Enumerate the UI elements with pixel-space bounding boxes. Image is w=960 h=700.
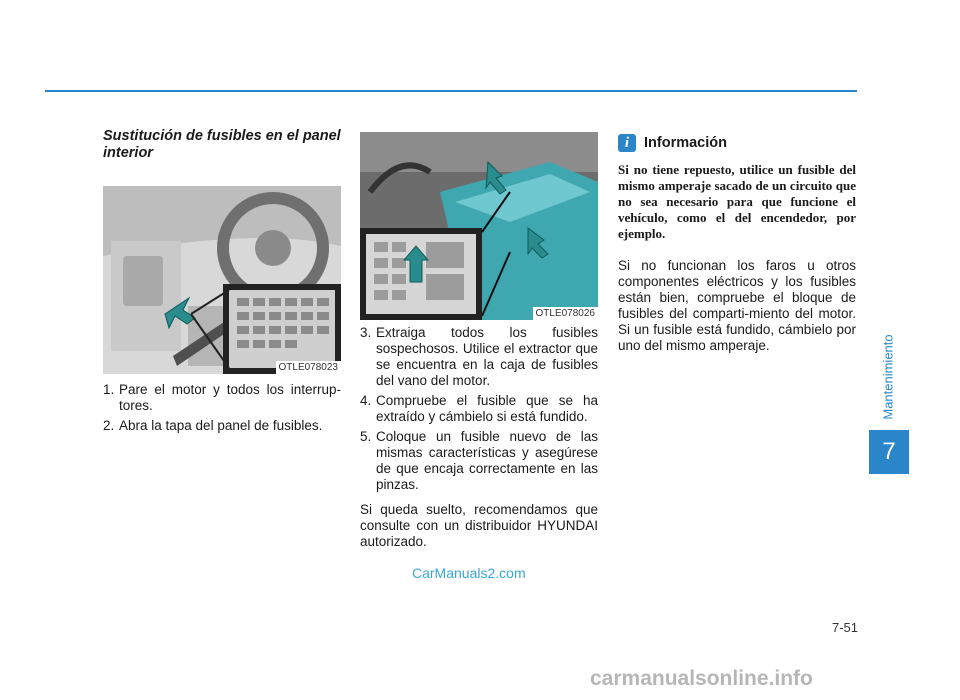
watermark-carmanualsonline: carmanualsonline.info — [590, 667, 813, 690]
list-item: 2. Abra la tapa del panel de fusibles. — [103, 418, 323, 433]
header-rule — [45, 90, 857, 92]
watermark-carmanuals2: CarManuals2.com — [412, 565, 526, 581]
steps-list — [360, 325, 598, 497]
column-1 — [103, 128, 341, 438]
engine-fuse-box-figure — [360, 132, 598, 320]
section-tab — [868, 322, 908, 432]
steps-list — [103, 382, 341, 434]
list-item: 1. Pare el motor y todos los interrup-tores. — [103, 382, 341, 413]
info-header — [618, 134, 856, 152]
engine-bay-illustration — [360, 132, 598, 320]
page-number: 7-51 — [831, 620, 858, 635]
dealer-note: Si queda suelto, recomendamos que consulte con un distribuidor HYUNDAI autorizado. — [360, 502, 598, 549]
chapter-number-box: 7 — [869, 430, 909, 474]
info-title: Información — [644, 135, 727, 151]
section-title: Sustitución de fusibles en el panel interior — [103, 128, 341, 161]
dashboard-illustration — [103, 186, 341, 374]
section-tab-label: Mantenimiento — [880, 334, 896, 420]
info-paragraph: Si no funcionan los faros u otros componentes eléctricos y los fusibles están bien, compruebe el bloque de fusibles del comparti-miento del motor. Si un fusible está fundido, cámbielo por uno del mismo amperaje. — [618, 258, 856, 353]
list-item: 5. Coloque un fusible nuevo de las mismas características y asegúrese de que encaja correctamente en las pinzas. — [360, 429, 598, 492]
dashboard-fuse-panel-figure — [103, 186, 341, 374]
info-bold-text: Si no tiene repuesto, utilice un fusible del mismo amperaje sacado de un circuito que no sea necesario para que funcione el vehículo, como el del encendedor, por ejemplo. — [618, 162, 856, 241]
figure-code: OTLE078026 — [533, 307, 599, 320]
list-item: 4. Compruebe el fusible que se ha extraído y cámbielo si está fundido. — [360, 393, 598, 424]
figure-code: OTLE078023 — [276, 361, 342, 374]
column-3 — [618, 134, 856, 354]
info-icon: i — [618, 134, 636, 152]
list-item: 3. Extraiga todos los fusibles sospechosos. Utilice el extractor que se encuentra en la caja de fusibles del vano del motor. — [360, 325, 598, 388]
